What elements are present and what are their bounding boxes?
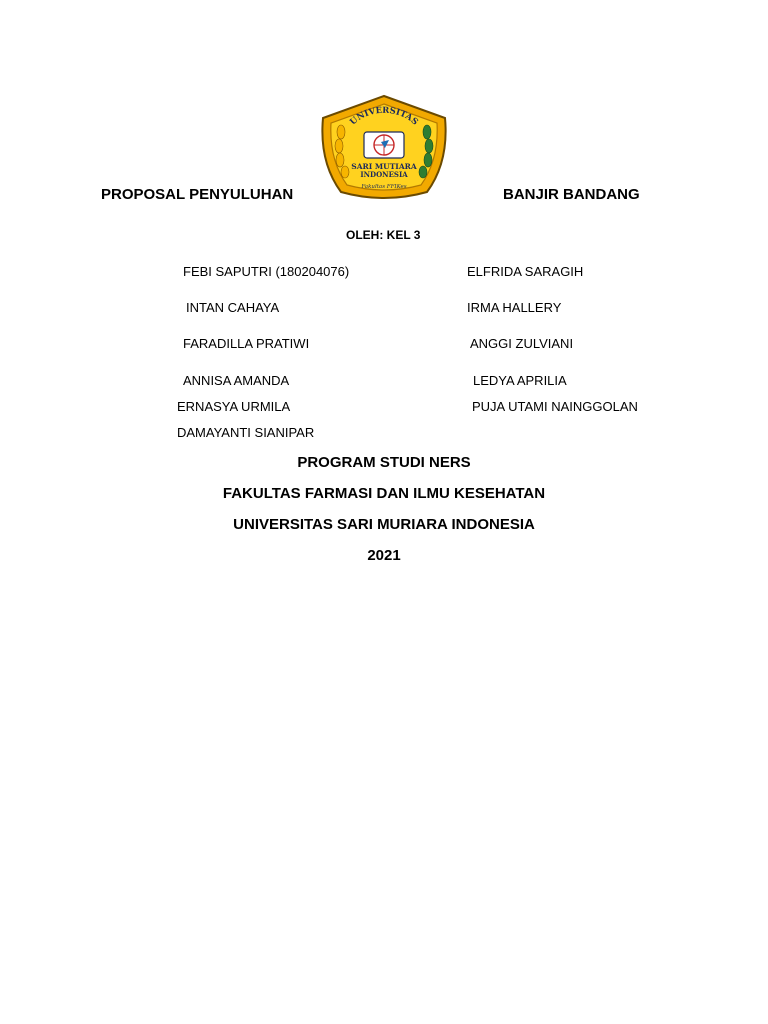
book-globe-icon (364, 132, 404, 158)
faculty-name: FAKULTAS FARMASI DAN ILMU KESEHATAN (222, 485, 546, 502)
university-name: UNIVERSITAS SARI MURIARA INDONESIA (233, 516, 535, 533)
member-name: LEDYA APRILIA (473, 373, 567, 388)
member-name: DAMAYANTI SIANIPAR (177, 425, 315, 440)
member-name: ANGGI ZULVIANI (470, 336, 574, 351)
member-name: ELFRIDA SARAGIH (467, 264, 584, 279)
university-logo (317, 92, 451, 204)
logo-name-line1: SARI MUTIARA (351, 162, 417, 171)
logo-faculty-text: Fakultas FFIKes (361, 184, 407, 190)
member-name: FEBI SAPUTRI (180204076) (183, 264, 350, 279)
member-name: IRMA HALLERY (467, 300, 562, 315)
title-left: PROPOSAL PENYULUHAN (101, 186, 294, 203)
member-name: ERNASYA URMILA (177, 399, 291, 414)
member-name: FARADILLA PRATIWI (183, 336, 310, 351)
member-name: INTAN CAHAYA (186, 300, 280, 315)
member-name: ANNISA AMANDA (183, 373, 290, 388)
logo-name-line2: INDONESIA (360, 170, 408, 179)
title-right: BANJIR BANDANG (503, 186, 640, 203)
program-name: PROGRAM STUDI NERS (297, 454, 471, 471)
logo-arc-text: UNIVERSITAS (348, 105, 420, 128)
member-name: PUJA UTAMI NAINGGOLAN (472, 399, 638, 414)
year: 2021 (367, 547, 401, 564)
byline: OLEH: KEL 3 (346, 228, 421, 242)
